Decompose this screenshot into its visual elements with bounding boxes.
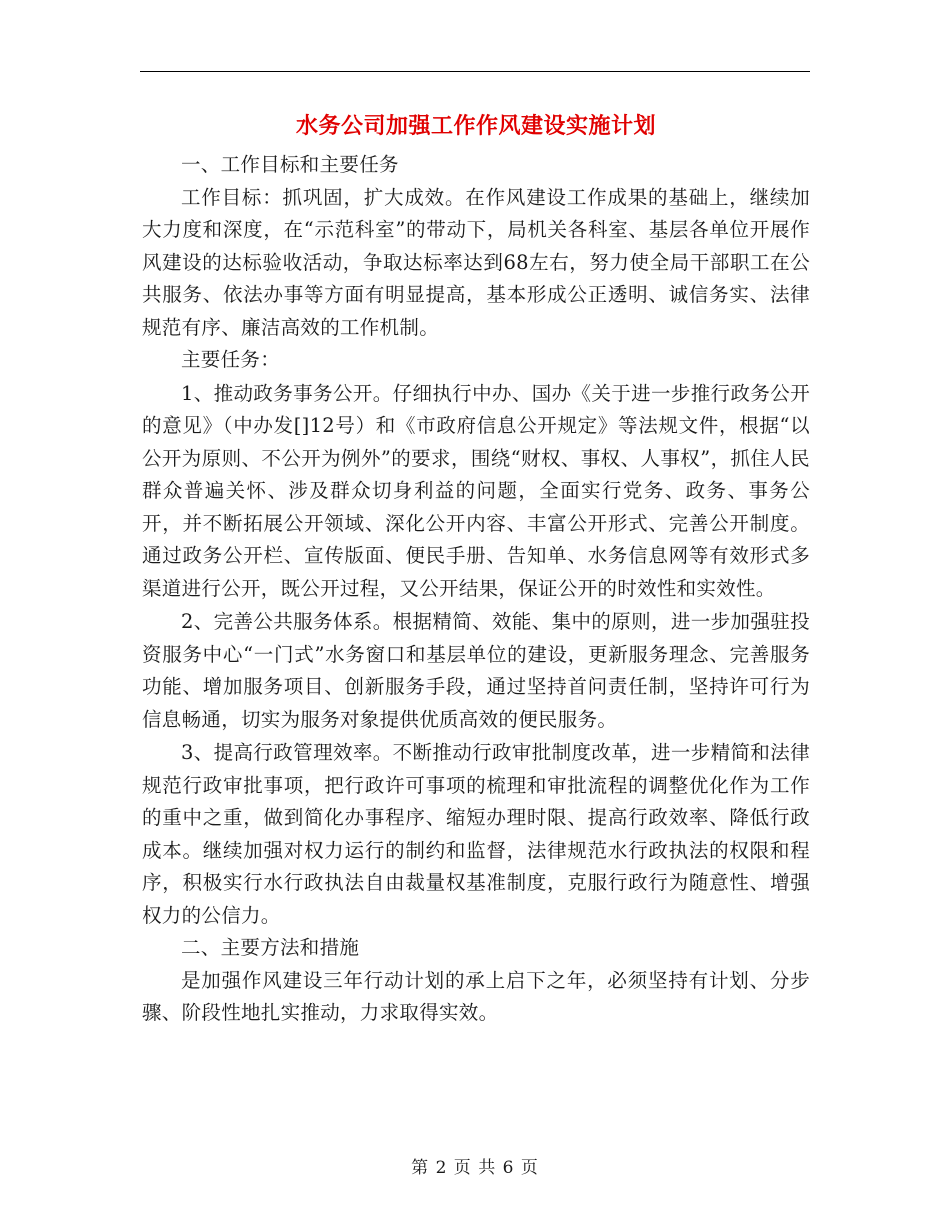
document-title: 水务公司加强工作作风建设实施计划 [295,114,656,139]
paragraph-task-2: 2、完善公共服务体系。根据精简、效能、集中的原则，进一步加强驻投资服务中心“一门式”水务窗口和基层单位的建设，更新服务理念、完善服务功能、增加服务项目、创新服务手段，通过坚持首问责任制，坚持许可行为信息畅通，切实为服务对象提供优质高效的便民服务。 [142,610,810,731]
section-heading-1: 一、工作目标和主要任务 [181,153,399,176]
paragraph-work-goal: 工作目标：抓巩固，扩大成效。在作风建设工作成果的基础上，继续加大力度和深度，在“示范科室”的带动下，局机关各科室、基层各单位开展作风建设的达标验收活动，争取达标率达到68左右，努力使全局干部职工在公共服务、依法办事等方面有明显提高，基本形成公正透明、诚信务实、法律规范有序、廉洁高效的工作机制。 [142,185,810,339]
section-heading-2: 二、主要方法和措施 [181,936,360,959]
paragraph-task-3: 3、提高行政管理效率。不断推动行政审批制度改革，进一步精简和法律规范行政审批事项，把行政许可事项的梳理和审批流程的调整优化作为工作的重中之重，做到简化办事程序、缩短办理时限、提高行政效率、降低行政成本。继续加强对权力运行的制约和监督，法律规范水行政执法的权限和程序，积极实行水行政执法自由裁量权基准制度，克服行政行为随意性、增强权力的公信力。 [142,741,810,927]
subheading-main-tasks: 主要任务： [181,348,281,371]
header-rule [140,71,810,72]
page-footer: 第 2 页 共 6 页 [411,1158,539,1178]
paragraph-methods: 是加强作风建设三年行动计划的承上启下之年，必须坚持有计划、分步骤、阶段性地扎实推动，力求取得实效。 [142,968,810,1024]
paragraph-task-1: 1、推动政务事务公开。仔细执行中办、国办《关于进一步推行政务公开的意见》（中办发[]12号）和《市政府信息公开规定》等法规文件，根据“以公开为原则、不公开为例外”的要求，围绕“财权、事权、人事权”，抓住人民群众普遍关怀、涉及群众切身利益的问题，全面实行党务、政务、事务公开，并不断拓展公开领域、深化公开内容、丰富公开形式、完善公开制度。通过政务公开栏、宣传版面、便民手册、告知单、水务信息网等有效形式多渠道进行公开，既公开过程，又公开结果，保证公开的时效性和实效性。 [142,381,810,600]
document-body [142,105,810,1030]
